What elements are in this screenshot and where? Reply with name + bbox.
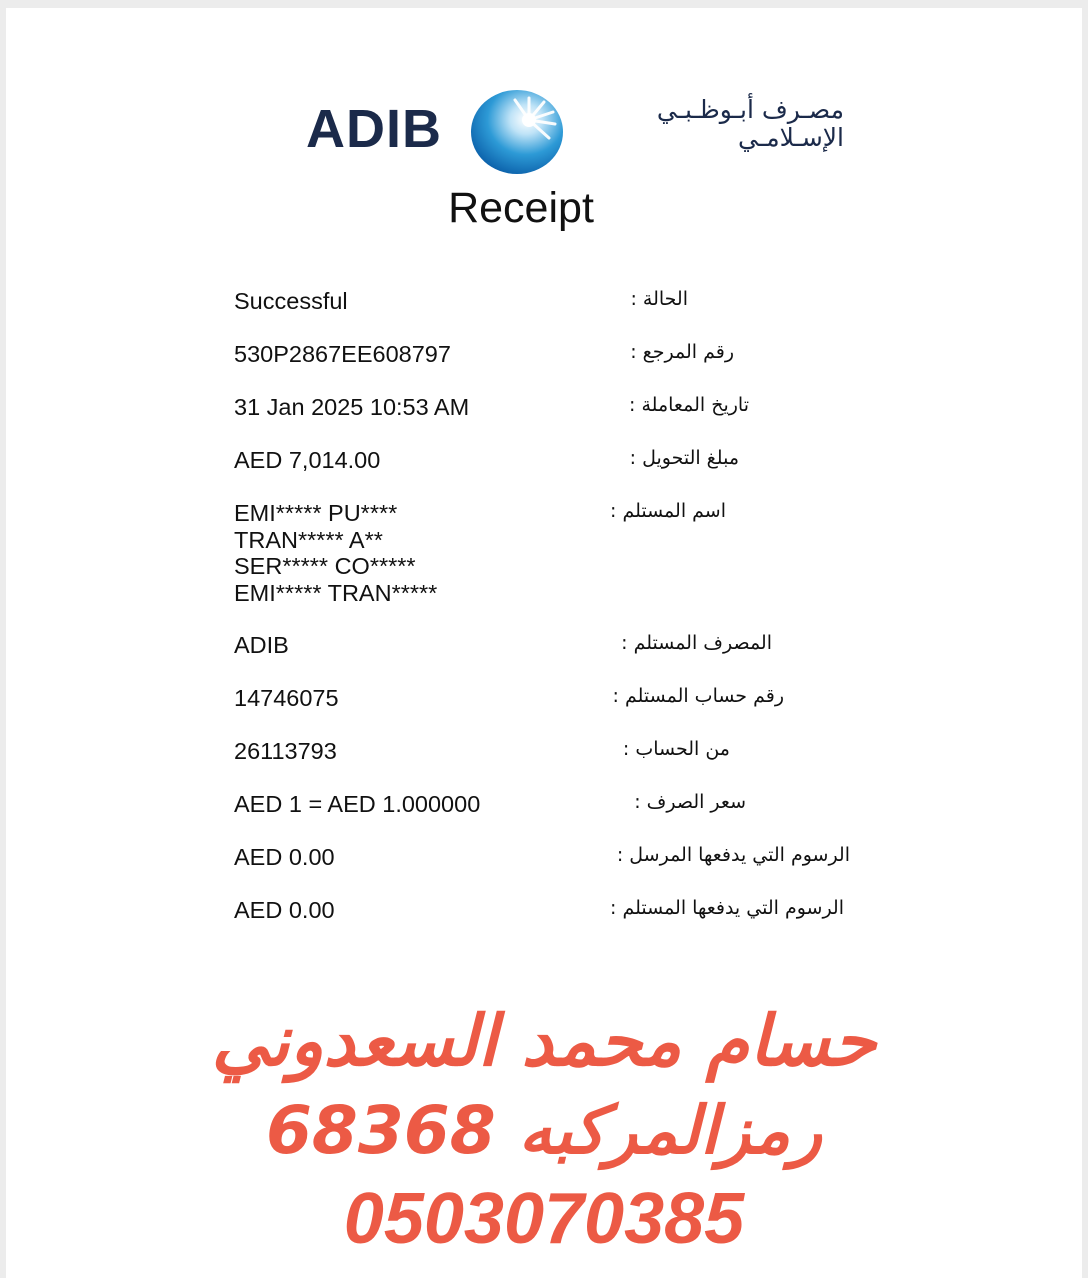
field-value: ADIB (234, 632, 289, 658)
field-value: AED 1 = AED 1.000000 (234, 791, 481, 817)
page-title: Receipt (448, 184, 594, 232)
field-label: سعر الصرف : (634, 791, 746, 813)
receipt-sheet (6, 8, 1082, 1278)
field-label: المصرف المستلم : (621, 632, 772, 654)
handwritten-phone: 0503070385 (343, 1179, 745, 1259)
field-value: AED 7,014.00 (234, 447, 381, 473)
field-label: الرسوم التي يدفعها المرسل : (616, 844, 850, 866)
handwritten-vehicle-code: رمزالمركبه 68368 (266, 1092, 822, 1169)
field-label: رقم المرجع : (630, 341, 734, 363)
field-label: من الحساب : (622, 738, 730, 760)
field-value: Successful (234, 288, 348, 314)
adib-emblem-icon (469, 86, 569, 176)
logo-arabic-line1: مصـرف أبـوظـبـي (656, 95, 844, 124)
field-value: 31 Jan 2025 10:53 AM (234, 394, 470, 420)
bank-logo (6, 86, 1082, 186)
handwritten-name: حسام محمد السعدوني (211, 1000, 877, 1082)
field-label: مبلغ التحويل : (629, 447, 739, 469)
field-value: 530P2867EE608797 (234, 341, 451, 367)
logo-arabic-text (584, 96, 844, 152)
field-label: الرسوم التي يدفعها المستلم : (610, 897, 844, 919)
field-label: الحالة : (630, 288, 688, 310)
logo-latin-text: ADIB (306, 99, 442, 159)
field-label: رقم حساب المستلم : (612, 685, 784, 707)
field-label: تاريخ المعاملة : (629, 394, 749, 416)
field-value: AED 0.00 (234, 844, 335, 870)
field-value: AED 0.00 (234, 897, 335, 923)
field-value: EMI***** PU**** TRAN***** A** SER***** CO***** EMI***** TRAN***** (234, 500, 438, 606)
field-label: اسم المستلم : (610, 500, 726, 522)
logo-arabic-line2: الإسـلامـي (738, 123, 844, 152)
field-value: 26113793 (234, 738, 337, 764)
field-value: 14746075 (234, 685, 339, 711)
